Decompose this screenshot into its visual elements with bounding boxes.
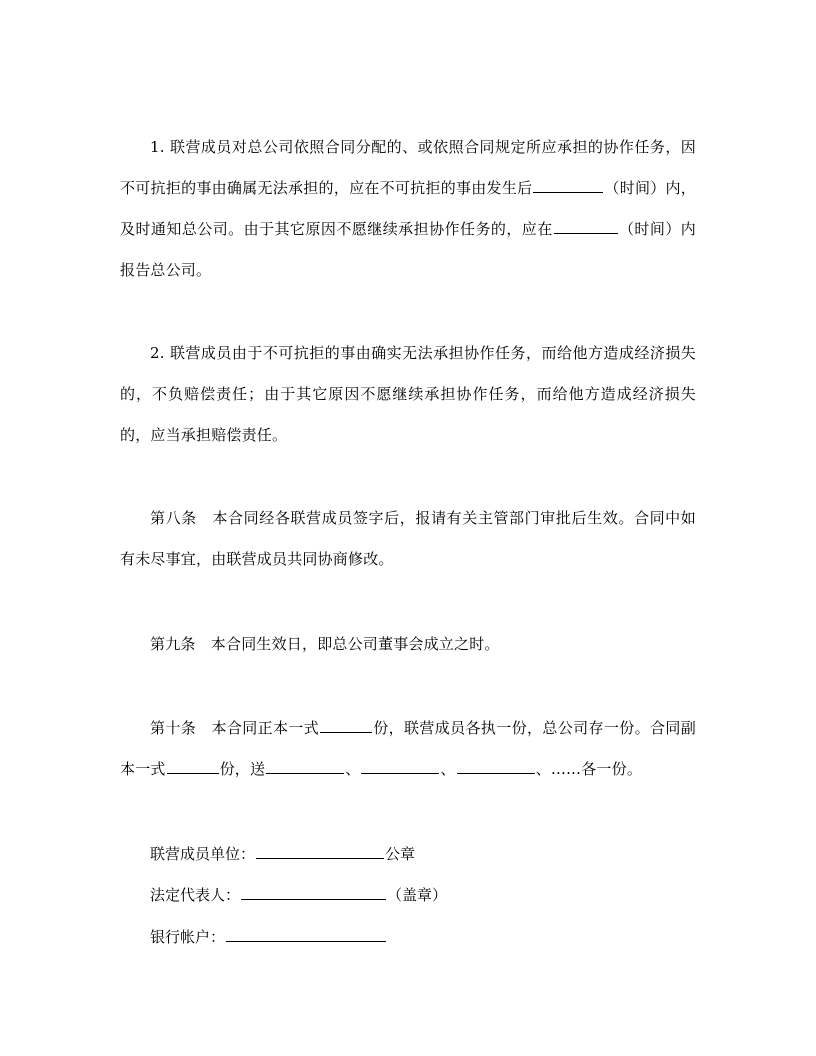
article-10-text-a: 第十条 本合同正本一式	[150, 719, 320, 737]
original-copies-blank	[320, 716, 372, 733]
article-10	[120, 708, 696, 790]
member-unit-line	[150, 842, 415, 865]
clause-item-2: 2. 联营成员由于不可抗拒的事由确实无法承担协作任务，而给他方造成经济损失的，不负赔偿责任；由于其它原因不愿继续承担协作任务，而给他方造成经济损失的，应当承担赔偿责任。	[120, 344, 696, 444]
member-unit-label: 联营成员单位：	[150, 845, 256, 863]
clause-item-1	[120, 127, 696, 291]
clause-item-1-text-b: （时间）内，及时通知总公司。由于其它原因不愿继续承担协作任务的，应在	[120, 179, 696, 238]
article-9: 第九条 本合同生效日，即总公司董事会成立之时。	[150, 635, 500, 653]
official-seal-label: 公章	[385, 845, 416, 863]
legal-rep-line	[150, 883, 447, 906]
article-10-text-d: 、……各一份。	[535, 760, 643, 778]
bank-account-blank	[226, 925, 386, 942]
article-10-text-b: 份，联营成员各执一份，总公司存一份。合同副本一式	[120, 719, 696, 778]
clause-item-1-text-c: （时间）内报告总公司。	[120, 220, 696, 279]
recipient-blank-2	[361, 757, 439, 774]
bank-account-line	[150, 925, 387, 948]
stamp-label: （盖章）	[387, 886, 448, 904]
article-10-text-c: 份，送	[219, 760, 266, 778]
recipient-blank-3	[457, 757, 535, 774]
separator-1: 、	[345, 760, 361, 778]
clause-item-1-text-a: 1. 联营成员对总公司依照合同分配的、或依照合同规定所应承担的协作任务，因不可抗拒的事由确属无法承担的，应在不可抗拒的事由发生后	[120, 138, 696, 197]
duplicate-copies-blank	[167, 757, 219, 774]
member-unit-blank	[256, 842, 384, 859]
bank-account-label: 银行帐户：	[150, 928, 226, 946]
article-8: 第八条 本合同经各联营成员签字后，报请有关主管部门审批后生效。合同中如有未尽事宜，由联营成员共同协商修改。	[120, 509, 696, 568]
legal-rep-label: 法定代表人：	[150, 886, 241, 904]
recipient-blank-1	[266, 757, 344, 774]
time-blank-1	[533, 176, 603, 193]
separator-2: 、	[440, 760, 456, 778]
time-blank-2	[554, 217, 618, 234]
legal-rep-blank	[241, 883, 386, 900]
